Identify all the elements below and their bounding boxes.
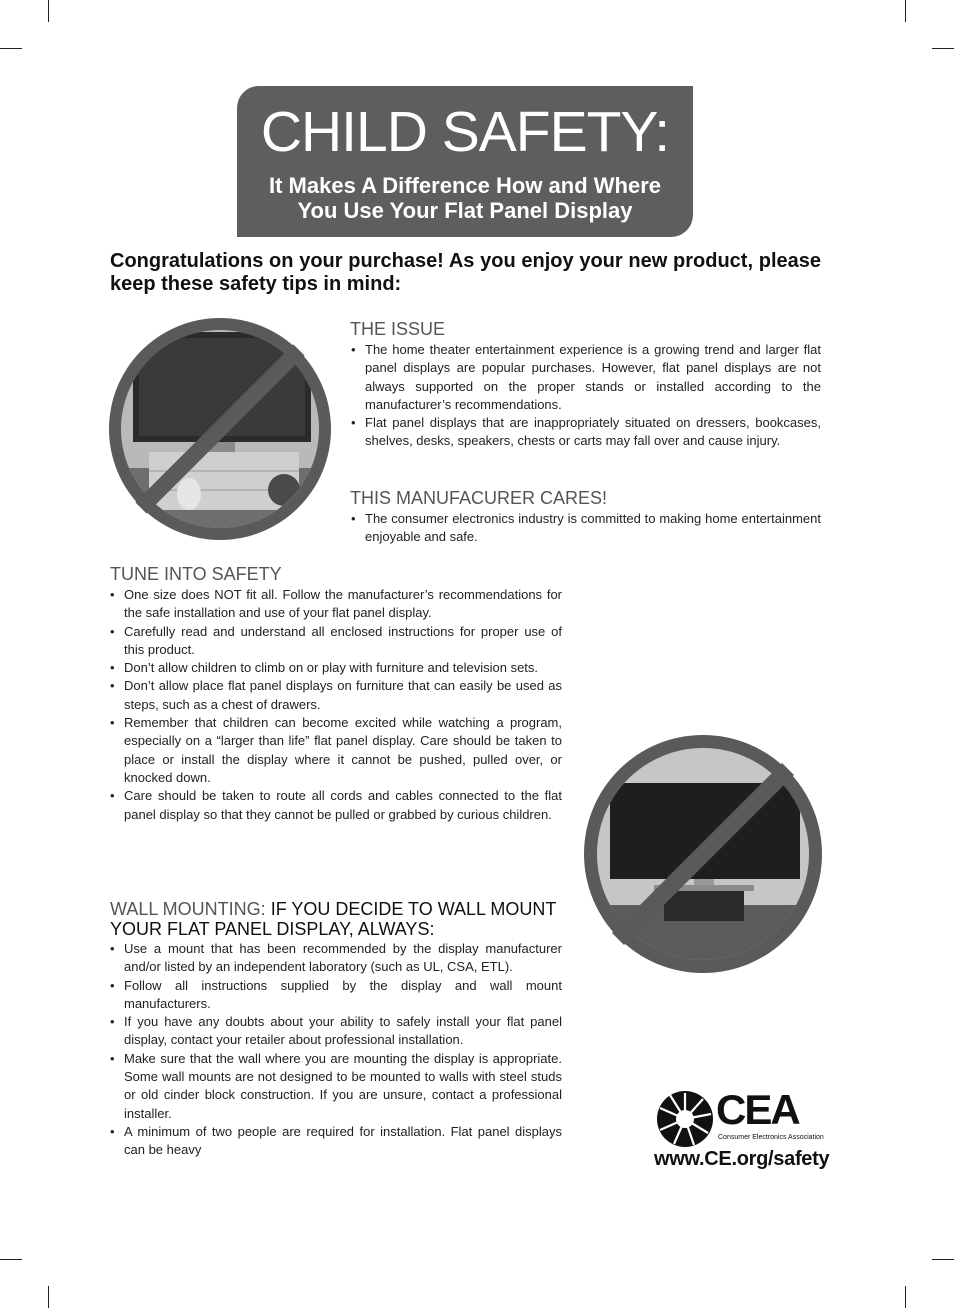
crop-mark: [932, 1259, 954, 1260]
wall-mounting-heading: [110, 899, 565, 939]
list-item: • Flat panel displays that are inappropriately situated on dressers, bookcases, shelves, desks, speakers, chests or carts may fall over and cause injury.: [351, 414, 821, 451]
page-title: CHILD SAFETY:: [260, 100, 670, 164]
intro-text: Congratulations on your purchase! As you enjoy your new product, please keep these safety tips in mind:: [110, 250, 821, 295]
list-item: • Don’t allow place flat panel displays on furniture that can easily be used as steps, such as a chest of drawers.: [110, 677, 562, 714]
list-item: • Care should be taken to route all cords and cables connected to the flat panel display so that they cannot be pulled or grabbed by curious children.: [110, 787, 562, 824]
crop-mark: [932, 48, 954, 49]
subtitle-line-1: It Makes A Difference How and Where: [268, 173, 661, 198]
list-item: • Don’t allow children to climb on or play with furniture and television sets.: [110, 659, 562, 677]
cea-starburst-icon: [656, 1090, 714, 1148]
page-subtitle: [237, 173, 693, 223]
wall-mounting-list: [110, 940, 562, 1160]
list-item: • The consumer electronics industry is committed to making home entertainment enjoyable and safe.: [351, 510, 821, 547]
crop-mark: [48, 1286, 49, 1308]
the-issue-heading: THE ISSUE: [350, 319, 446, 339]
crop-mark: [48, 0, 49, 22]
crop-mark: [905, 0, 906, 22]
cea-org-name: Consumer Electronics Association: [718, 1134, 824, 1141]
crop-mark: [0, 1259, 22, 1260]
wall-mounting-heading-rest: IF YOU DECIDE TO WALL MOUNT YOUR FLAT PANEL DISPLAY, ALWAYS:: [110, 899, 557, 939]
list-item: • Follow all instructions supplied by the display and wall mount manufacturers.: [110, 977, 562, 1014]
wall-mounting-prefix: WALL MOUNTING:: [110, 899, 266, 919]
cea-logo: [654, 1086, 830, 1175]
crop-mark: [0, 48, 22, 49]
manufacturer-cares-list: [351, 510, 821, 547]
the-issue-list: [351, 341, 821, 451]
tune-into-safety-list: [110, 586, 562, 824]
list-item: • Make sure that the wall where you are mounting the display is appropriate. Some wall mounts are not designed to be mounted to walls with steel studs or old cinder block construction. If you are unsure, contact a professional installer.: [110, 1050, 562, 1123]
list-item: • Use a mount that has been recommended by the display manufacturer and/or listed by an independent laboratory (such as UL, CSA, ETL).: [110, 940, 562, 977]
cea-url: www.CE.org/safety: [654, 1148, 830, 1170]
manufacturer-cares-heading: THIS MANUFACURER CARES!: [350, 488, 608, 508]
list-item: • A minimum of two people are required for installation. Flat panel displays can be heavy: [110, 1123, 562, 1160]
cea-wordmark: CEA: [716, 1086, 799, 1133]
no-tv-on-dresser-icon: [109, 318, 331, 540]
list-item: • The home theater entertainment experience is a growing trend and larger flat panel displays are popular purchases. However, flat panel displays are not always supported on the proper stands or installed according to the manufacturer’s recommendations.: [351, 341, 821, 414]
no-tv-on-stand-icon: [584, 735, 822, 973]
crop-mark: [905, 1286, 906, 1308]
list-item: • One size does NOT fit all. Follow the manufacturer’s recommendations for the safe installation and use of your flat panel display.: [110, 586, 562, 623]
tune-into-safety-heading: TUNE INTO SAFETY: [110, 564, 282, 584]
subtitle-line-2: You Use Your Flat Panel Display: [297, 198, 633, 223]
list-item: • Remember that children can become excited while watching a program, especially on a “larger than life” flat panel display. Care should be taken to place or install the display where it cannot be pushed, pulled over, or knocked down.: [110, 714, 562, 787]
list-item: • Carefully read and understand all enclosed instructions for proper use of this product.: [110, 623, 562, 660]
title-banner: [237, 86, 693, 237]
list-item: • If you have any doubts about your ability to safely install your flat panel display, contact your retailer about professional installation.: [110, 1013, 562, 1050]
